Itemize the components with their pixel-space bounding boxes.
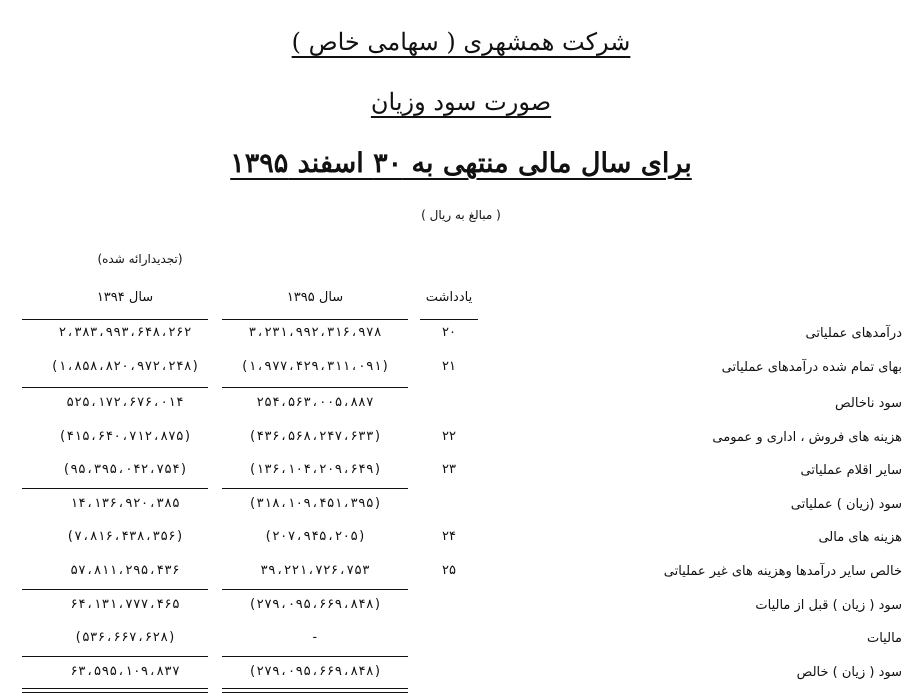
row-label: هزینه های مالی bbox=[818, 530, 902, 545]
table-row bbox=[0, 455, 922, 489]
row-note: ۲۲ bbox=[442, 429, 456, 444]
table-row bbox=[0, 318, 922, 352]
company-title: شرکت همشهری ( سهامی خاص ) bbox=[291, 28, 631, 56]
row-label: سود (زیان ) عملیاتی bbox=[790, 497, 902, 512]
column-header-1395: سال ۱۳۹۵ bbox=[286, 290, 344, 305]
table-row bbox=[0, 590, 922, 624]
row-value-1394: ۱۴،۱۳۶،۹۲۰،۳۸۵ bbox=[70, 496, 180, 511]
row-note: ۲۱ bbox=[442, 359, 456, 374]
row-label: سود ( زیان ) خالص bbox=[796, 665, 902, 680]
row-value-1395: - bbox=[310, 630, 320, 645]
row-value-1394: ۶۳،۵۹۵،۱۰۹،۸۳۷ bbox=[70, 664, 180, 679]
row-value-1394: (۹۵،۳۹۵،۰۴۲،۷۵۴) bbox=[62, 462, 188, 477]
row-note: ۲۵ bbox=[442, 563, 456, 578]
statement-title: صورت سود وزیان bbox=[370, 88, 552, 116]
period-title: برای سال مالی منتهی به ۳۰ اسفند ۱۳۹۵ bbox=[230, 148, 692, 179]
table-row bbox=[0, 623, 922, 657]
row-note: ۲۴ bbox=[442, 529, 456, 544]
row-label: بهای تمام شده درآمدهای عملیاتی bbox=[721, 360, 902, 375]
row-label: سود ( زیان ) قبل از مالیات bbox=[755, 598, 902, 613]
row-label: هزینه های فروش ، اداری و عمومی bbox=[712, 430, 902, 445]
row-value-1394: (۷،۸۱۶،۴۳۸،۳۵۶) bbox=[66, 529, 184, 544]
row-label: سایر اقلام عملیاتی bbox=[800, 463, 902, 478]
row-value-1395: ۳۹،۲۲۱،۷۲۶،۷۵۳ bbox=[260, 563, 370, 578]
row-value-1395: (۱۳۶،۱۰۴،۲۰۹،۶۴۹) bbox=[248, 462, 382, 477]
row-value-1394: ۲،۳۸۳،۹۹۳،۶۴۸،۲۶۲ bbox=[58, 325, 192, 340]
row-value-1395: (۳۱۸،۱۰۹،۴۵۱،۳۹۵) bbox=[248, 496, 382, 511]
table-row bbox=[0, 489, 922, 523]
row-label: خالص سایر درآمدها وهزینه های غیر عملیاتی bbox=[663, 564, 902, 579]
total-double-rule-1394 bbox=[22, 688, 208, 693]
column-header-note: یادداشت bbox=[425, 290, 473, 305]
units-note: ( مبالغ به ریال ) bbox=[421, 208, 501, 222]
row-note: ۲۰ bbox=[442, 325, 456, 340]
row-value-1395: (۲۷۹،۰۹۵،۶۶۹،۸۴۸) bbox=[248, 664, 382, 679]
row-value-1395: (۴۳۶،۵۶۸،۲۴۷،۶۳۳) bbox=[248, 429, 382, 444]
row-note: ۲۳ bbox=[442, 462, 456, 477]
row-value-1395: (۱،۹۷۷،۴۲۹،۳۱۱،۰۹۱) bbox=[240, 359, 390, 374]
table-row bbox=[0, 556, 922, 590]
row-label: درآمدهای عملیاتی bbox=[805, 326, 902, 341]
table-row bbox=[0, 352, 922, 386]
row-label: مالیات bbox=[866, 631, 902, 646]
restated-note: (تجدیدارائه شده) bbox=[97, 252, 183, 266]
row-value-1394: (۵۳۶،۶۶۷،۶۲۸) bbox=[74, 630, 176, 645]
row-value-1394: ۵۲۵،۱۷۲،۶۷۶،۰۱۴ bbox=[66, 395, 184, 410]
row-value-1394: (۴۱۵،۶۴۰،۷۱۲،۸۷۵) bbox=[58, 429, 192, 444]
table-row bbox=[0, 422, 922, 456]
table-row bbox=[0, 522, 922, 556]
row-value-1394: ۶۴،۱۳۱،۷۷۷،۴۶۵ bbox=[70, 597, 180, 612]
total-double-rule-1395 bbox=[222, 688, 408, 693]
table-row bbox=[0, 388, 922, 422]
row-value-1395: (۲۷۹،۰۹۵،۶۶۹،۸۴۸) bbox=[248, 597, 382, 612]
row-value-1395: ۲۵۴،۵۶۳،۰۰۵،۸۸۷ bbox=[256, 395, 374, 410]
row-value-1395: ۳،۲۳۱،۹۹۲،۳۱۶،۹۷۸ bbox=[248, 325, 382, 340]
row-label: سود ناخالص bbox=[835, 396, 902, 411]
row-value-1395: (۲۰۷،۹۴۵،۲۰۵) bbox=[264, 529, 366, 544]
column-header-1394: سال ۱۳۹۴ bbox=[96, 290, 154, 305]
row-value-1394: ۵۷،۸۱۱،۲۹۵،۴۳۶ bbox=[70, 563, 180, 578]
table-row bbox=[0, 657, 922, 691]
row-value-1394: (۱،۸۵۸،۸۲۰،۹۷۲،۲۴۸) bbox=[50, 359, 200, 374]
